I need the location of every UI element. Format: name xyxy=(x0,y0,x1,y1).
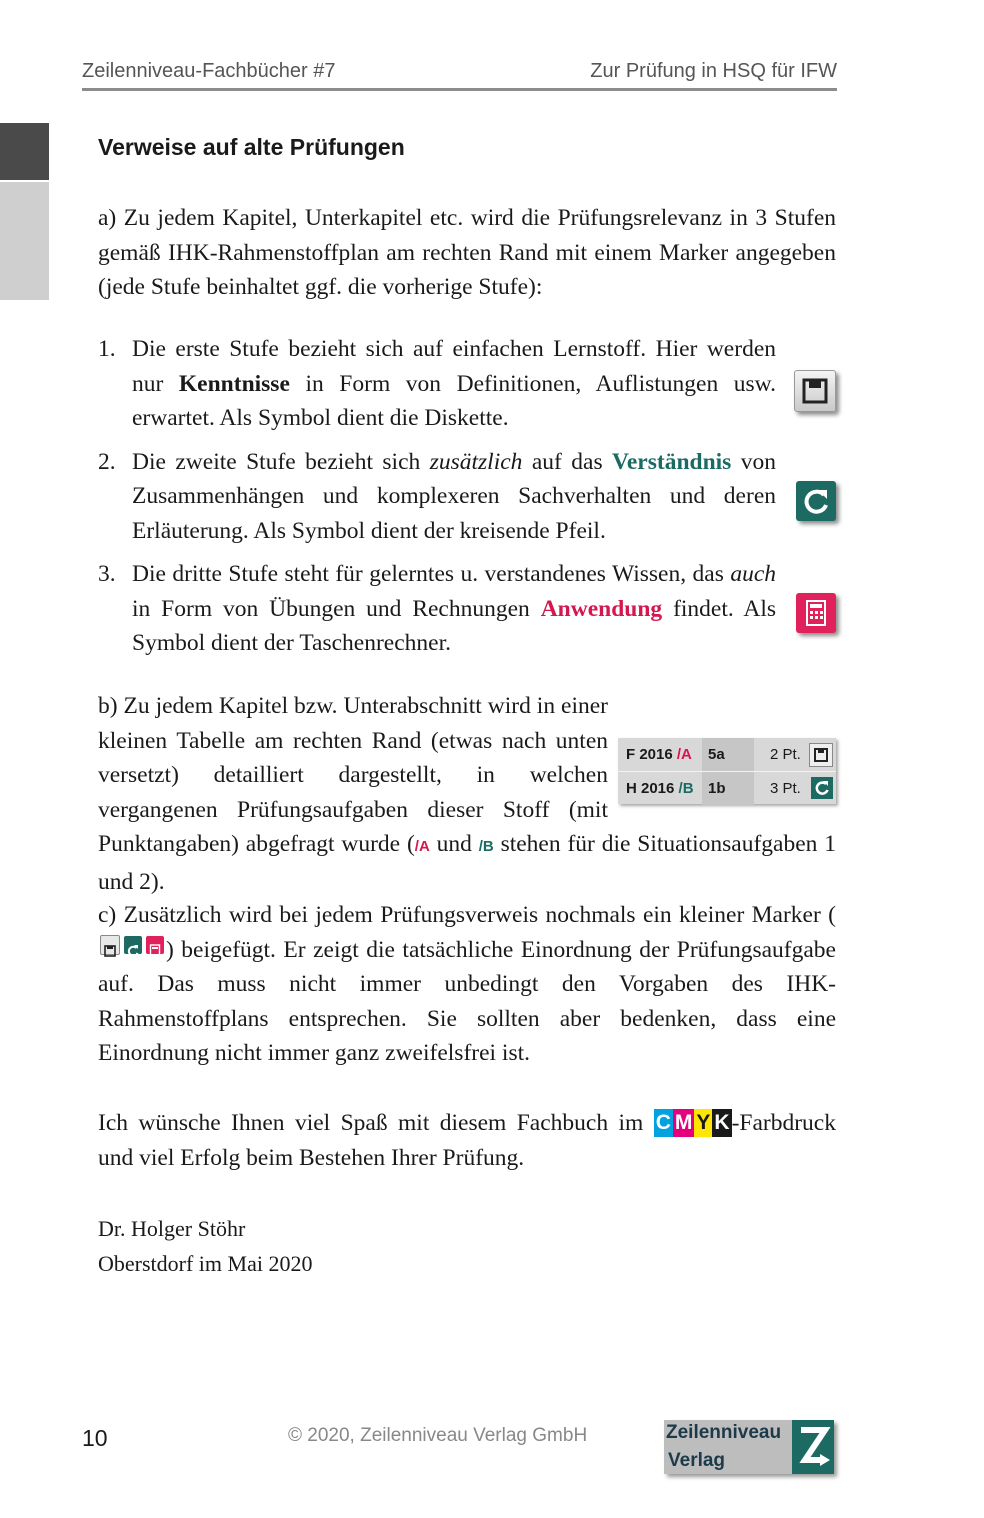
z-logo-icon xyxy=(792,1420,834,1474)
exam-reference-table xyxy=(618,738,836,804)
list-number: 3. xyxy=(98,561,116,587)
header-right: Zur Prüfung in HSQ für IFW xyxy=(590,60,837,82)
chapter-tab-dark xyxy=(0,123,49,180)
level-text: Die zweite Stufe bezieht sich zusätzlich auf das Verständnis von Zusammenhängen und komplexeren Sachverhalten und deren Erläuterung. Als Symbol dient der kreisende Pfeil. xyxy=(132,448,777,544)
table-row: F 2016 /A 5a 2 Pt. xyxy=(618,738,836,771)
table-row: H 2016 /B 1b 3 Pt. xyxy=(618,771,836,805)
circular-arrow-icon xyxy=(811,777,833,799)
copyright-notice: © 2020, Zeilenniveau Verlag GmbH xyxy=(288,1425,588,1446)
cmyk-badge: C M Y K xyxy=(654,1109,732,1137)
page-number: 10 xyxy=(82,1425,108,1451)
circular-arrow-icon xyxy=(124,936,142,954)
publisher-logo: Zeilenniveau Verlag xyxy=(664,1420,834,1474)
paragraph-c: c) Zusätzlich wird bei jedem Prüfungsverweis nochmals ein kleiner Marker () beigefügt. Er zeigt die tatsächliche Einordnung der Prüfungsaufgabe auf. Das muss nicht immer unbedingt den Vorgaben des IHK-Rahmenstoffplans entsprechen. Sie sollten aber bedenken, dass eine Einordnung nicht immer ganz zweifelsfrei ist. xyxy=(98,902,836,1066)
level-item-1 xyxy=(98,332,836,436)
level-item-2 xyxy=(98,445,836,549)
list-number: 2. xyxy=(98,448,116,475)
list-number: 1. xyxy=(98,336,116,362)
paragraph-a: a) Zu jedem Kapitel, Unterkapitel etc. wird die Prüfungsrelevanz in 3 Stufen gemäß IHK-Rahmenstoffplan am rechten Rand mit einem Marker angegeben (jede Stufe beinhaltet ggf. die vorherige Stufe): xyxy=(98,205,836,300)
signature xyxy=(98,1212,836,1281)
header-left: Zeilenniveau-Fachbücher #7 xyxy=(82,60,336,82)
level-text: Die erste Stufe bezieht sich auf einfachen Lernstoff. Hier werden nur Kenntnisse in Form von Definitionen, Auflistungen usw. erwartet. Als Symbol dient die Diskette. xyxy=(132,336,776,431)
closing-paragraph: Ich wünsche Ihnen viel Spaß mit diesem Fachbuch im C M Y K-Farbdruck und viel Erfolg beim Bestehen Ihrer Prüfung. xyxy=(98,1110,836,1171)
floppy-disk-icon xyxy=(100,935,120,955)
tag-a: /A xyxy=(414,838,430,855)
level-item-3 xyxy=(98,557,836,661)
chapter-tab-light xyxy=(0,182,49,300)
place-date: Oberstdorf im Mai 2020 xyxy=(98,1250,313,1276)
author-name: Dr. Holger Stöhr xyxy=(98,1216,246,1241)
floppy-disk-icon xyxy=(794,370,836,412)
level-text: Die dritte Stufe steht für gelerntes u. verstandenes Wissen, das auch in Form von Übungen und Rechnungen Anwendung findet. Als Symbol dient der Taschenrechner. xyxy=(132,561,776,656)
tag-b: /B xyxy=(478,838,494,855)
circular-arrow-icon xyxy=(796,481,836,521)
paragraph-b: b) Zu jedem Kapitel bzw. Unterabschnitt wird in einer kleinen Tabelle am rechten Rand (etwas nach unten versetzt) detailliert dargestellt, in welchen vergangenen Prüfungsaufgaben dieser Stoff (mit Punktangaben) abgefragt wurde (/A und /B stehen für die Situationsaufgaben 1 und 2). xyxy=(98,693,836,895)
floppy-disk-icon xyxy=(809,743,833,767)
calculator-icon xyxy=(146,936,164,954)
levels-list xyxy=(98,332,836,670)
calculator-icon xyxy=(796,593,836,633)
running-header xyxy=(82,60,837,91)
section-heading: Verweise auf alte Prüfungen xyxy=(98,134,405,160)
